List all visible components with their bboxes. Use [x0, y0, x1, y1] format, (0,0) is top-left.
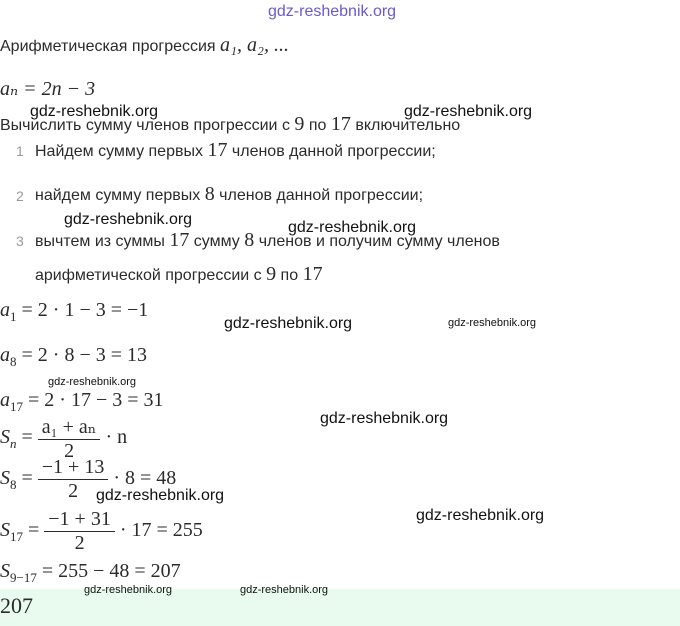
calc-s9-17-value: = 255 − 48 = 207 — [41, 560, 181, 582]
step-1-post: членов данной прогрессии; — [231, 143, 436, 160]
calc-a17: $a_{17} = 2 \cdot 17 - 3 = 31$ — [0, 389, 164, 414]
step-3-post: членов и получим сумму членов — [258, 233, 500, 250]
calc-s8: $S_8$ = $\frac{-1 + 13}{2}$ · 8 = 48 — [0, 456, 177, 502]
watermark: gdz-reshebnik.org — [416, 507, 545, 524]
watermark: gdz-reshebnik.org — [448, 317, 537, 329]
s17-denominator: 2 — [44, 531, 115, 555]
step-3-val2: 8 — [244, 229, 255, 251]
step-3-number: 3 — [16, 233, 24, 249]
s8-numerator: −1 + 13 — [41, 456, 105, 478]
task-prefix: Вычислить сумму членов прогрессии с — [0, 117, 290, 134]
task-mid: по — [308, 117, 327, 134]
intro-text: Арифметическая прогрессия — [0, 38, 216, 55]
calc-a8: $a_8 = 2 \cdot 8 - 3 = 13$ — [0, 344, 147, 369]
formula-an: aₙ = 2n − 3 — [0, 78, 96, 100]
step-1-pre: Найдем сумму первых — [35, 143, 203, 160]
step-3-mid: сумму — [193, 233, 240, 250]
step-2-pre: найдем сумму первых — [35, 187, 201, 204]
sequence: a₁, a₂, ... — [220, 34, 289, 56]
step-3-text — [35, 229, 500, 252]
step-3-line2-to: 17 — [302, 263, 323, 285]
s17-numerator: −1 + 31 — [48, 508, 111, 530]
calc-a1: $a_1 = 2 \cdot 1 - 3 = -1$ — [0, 299, 149, 324]
formula-sn: $S_n$ = $\frac{\text{a₁ + aₙ}}{2}$ · n — [0, 416, 128, 462]
answer-value: 207 — [0, 593, 33, 618]
step-1-number: 1 — [16, 143, 24, 159]
watermark: gdz-reshebnik.org — [240, 584, 329, 596]
sn-numerator: a₁ + aₙ — [41, 416, 97, 438]
watermark-top: gdz-reshebnik.org — [268, 3, 397, 20]
sn-tail: · n — [105, 426, 128, 449]
watermark: gdz-reshebnik.org — [404, 103, 533, 120]
calc-a17-value: = 2 · 17 − 3 = 31 — [28, 389, 164, 411]
watermark: gdz-reshebnik.org — [288, 219, 417, 236]
watermark: gdz-reshebnik.org — [96, 487, 225, 504]
watermark: gdz-reshebnik.org — [30, 103, 159, 120]
task-suffix: включительно — [355, 117, 461, 134]
step-2-post: членов данной прогрессии; — [219, 187, 424, 204]
problem-intro — [0, 34, 289, 57]
step-3-line2-pre: арифметической прогрессии с — [35, 267, 262, 284]
step-3-line2-from: 9 — [266, 263, 277, 285]
watermark: gdz-reshebnik.org — [224, 315, 353, 332]
calc-s9-17: $S_{9-17} = 255 - 48 = 207$ — [0, 560, 181, 585]
sn-denominator: 2 — [38, 439, 101, 463]
watermark: gdz-reshebnik.org — [64, 211, 193, 228]
s8-denominator: 2 — [38, 479, 109, 503]
step-2-number: 2 — [16, 188, 24, 204]
step-1-val: 17 — [207, 139, 228, 161]
task-to: 17 — [330, 113, 351, 135]
watermark: gdz-reshebnik.org — [48, 376, 137, 388]
task-from: 9 — [294, 113, 305, 135]
step-3-val: 17 — [169, 229, 190, 251]
s17-fraction — [44, 508, 115, 555]
s17-tail: · 17 = 255 — [119, 519, 203, 542]
watermark: gdz-reshebnik.org — [320, 410, 449, 427]
step-2-val: 8 — [204, 183, 215, 205]
step-3-line2-mid: по — [280, 267, 299, 284]
step-3-pre: вычтем из суммы — [35, 233, 165, 250]
calc-a8-value: = 2 · 8 − 3 = 13 — [21, 344, 147, 366]
step-1-text — [35, 139, 436, 162]
step-3-line2 — [35, 263, 323, 286]
calc-a1-value: = 2 · 1 − 3 = −1 — [21, 299, 149, 321]
calc-s17: $S_{17}$ = $\frac{-1 + 31}{2}$ · 17 = 255 — [0, 508, 203, 554]
watermark: gdz-reshebnik.org — [84, 584, 173, 596]
s8-tail: · 8 = 48 — [113, 467, 177, 490]
step-2-text — [35, 183, 423, 206]
